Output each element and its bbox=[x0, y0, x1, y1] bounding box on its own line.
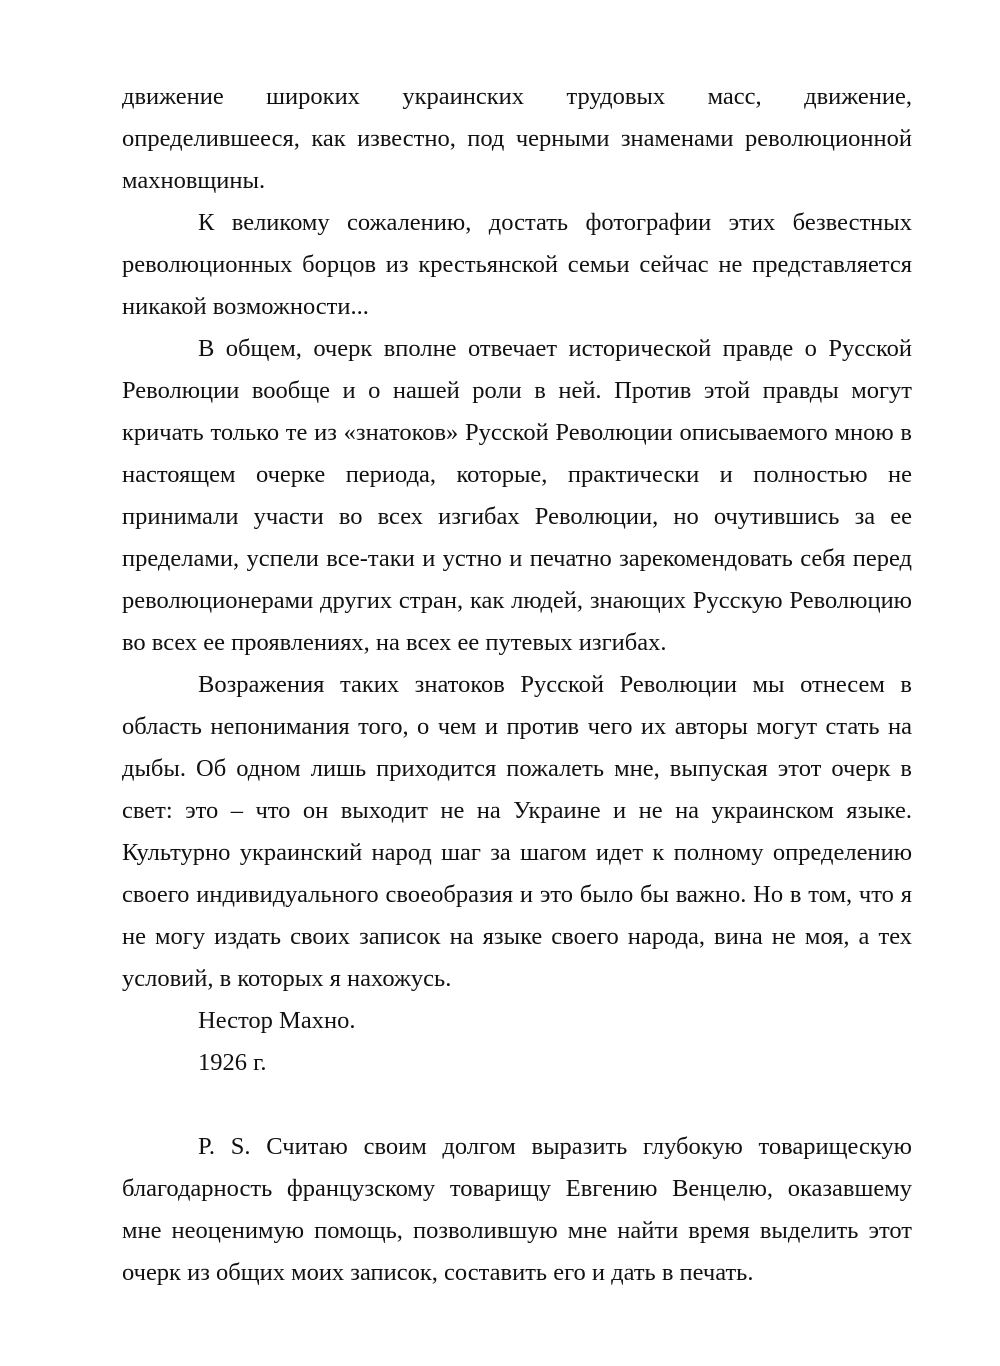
signature-year: 1926 г. bbox=[198, 1049, 267, 1076]
section-spacer bbox=[122, 1084, 912, 1126]
paragraph-historical-truth: В общем, очерк вполне отвечает исторической правде о Русской Революции вообще и о нашей роли в ней. Против этой правды могут кричать только те из «знатоков» Русской Революции описываемого мною в настоящем очерке периода, которые, практически и полностью не принимали участи во всех изгибах Революции, но очутившись за ее пределами, успели все-таки и устно и печатно зарекомендовать себя перед революционерами других стран, как людей, знающих Русскую Революцию во всех ее проявлениях, на всех ее путевых изгибах. bbox=[122, 335, 912, 656]
paragraph-objections: Возражения таких знатоков Русской Революции мы отнесем в область непонимания того, о чем и против чего их авторы могут стать на дыбы. Об одном лишь приходится пожалеть мне, выпуская этот очерк в свет: это – что он выходит не на Украине и не на украинском языке. Культурно украинский народ шаг за шагом идет к полному определению своего индивидуального своеобразия и это было бы важно. Но в том, что я не могу издать своих записок на языке своего народа, вина не моя, а тех условий, в которых я нахожусь. bbox=[122, 671, 912, 992]
paragraph-photographs: К великому сожалению, достать фотографии этих безвестных революционных борцов из крестьянской семьи сейчас не представляется никакой возможности... bbox=[122, 209, 912, 320]
document-page bbox=[122, 76, 912, 1294]
signature-name: Нестор Махно. bbox=[198, 1007, 356, 1034]
paragraph-continuation: движение широких украинских трудовых масс, движение, определившееся, как известно, под черными знаменами революционной махновщины. bbox=[122, 83, 912, 194]
postscript: P. S. Считаю своим долгом выразить глубокую товарищескую благодарность французскому товарищу Евгению Венцелю, оказавшему мне неоценимую помощь, позволившую мне найти время выделить этот очерк из общих моих записок, составить его и дать в печать. bbox=[122, 1133, 912, 1286]
